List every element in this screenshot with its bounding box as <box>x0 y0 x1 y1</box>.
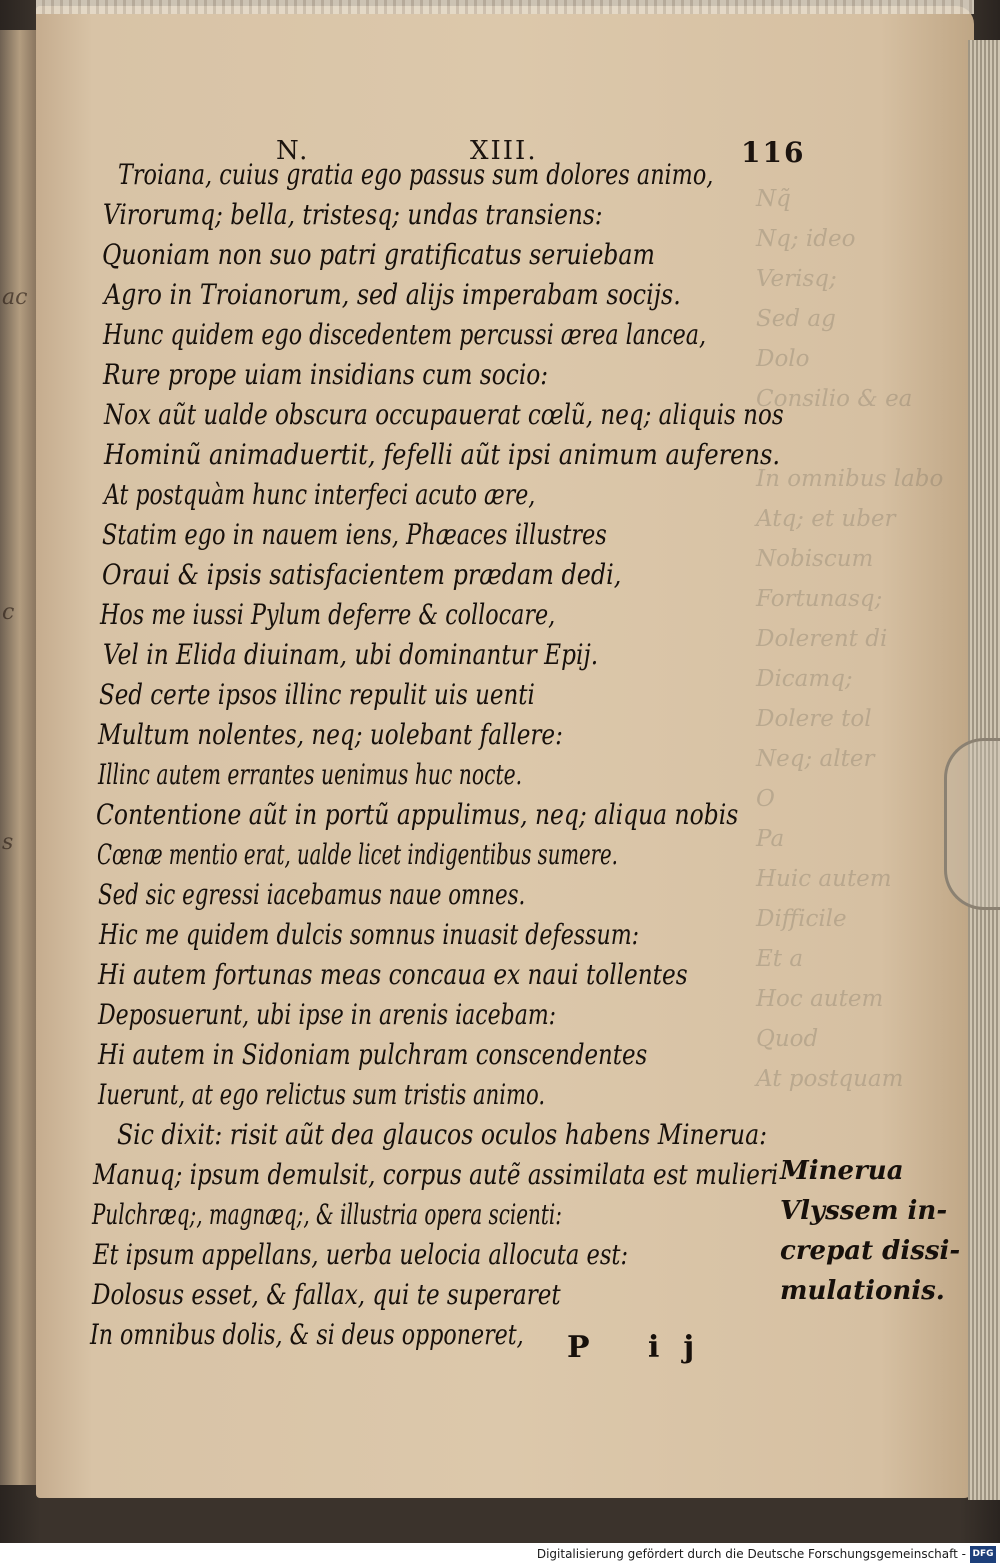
verse-line: Statim ego in nauem iens, Phæaces illustres <box>102 518 607 551</box>
verse-line: Sed sic egressi iacebamus naue omnes. <box>98 878 526 911</box>
running-header-chapter: XIII. <box>470 136 538 166</box>
marginal-gloss-line: mulationis. <box>780 1276 945 1306</box>
digitization-credit: Digitalisierung gefördert durch die Deutsche Forschungsgemeinschaft - <box>536 1547 966 1561</box>
marginal-gloss-line: crepat dissi- <box>780 1236 961 1266</box>
verse-line: Oraui & ipsis satisfacientem prædam dedi, <box>102 558 622 591</box>
verse-line: Hos me iussi Pylum deferre & collocare, <box>100 598 556 631</box>
verse-line: Deposuerunt, ubi ipse in arenis iacebam: <box>98 998 557 1031</box>
signature-mark: P ij <box>567 1330 719 1365</box>
verse-line: Agro in Troianorum, sed alijs imperabam socijs. <box>104 278 681 311</box>
folio-number: 116 <box>741 136 806 169</box>
verse-line: Pulchræq;, magnæq;, & illustria opera scienti: <box>92 1198 562 1231</box>
previous-page-fragments: ac c s <box>2 285 28 855</box>
verse-line: Troiana, cuius gratia ego passus sum dolores animo, <box>118 158 714 191</box>
verse-line: Hominũ animaduertit, fefelli aũt ipsi animum auferens. <box>104 438 781 471</box>
verse-line: Contentione aũt in portũ appulimus, neq; aliqua nobis <box>96 798 739 831</box>
show-through: Nq̃ Nq; ideo Verisq; Sed ag Dolo Consilio & ea In omnibus labo Atq; et uber Nobiscum Fortunasq; Dolerent di Dicamq; Dolere tol Neq; alter O Pa Huic autem Difficile Et a Hoc autem Quod At postquam <box>756 186 944 1092</box>
verse-line: Hunc quidem ego discedentem percussi ærea lancea, <box>103 318 707 351</box>
verse-line: Virorumq; bella, tristesq; undas transiens: <box>103 198 603 231</box>
running-header-signature: N. <box>276 136 310 166</box>
verse-line: Dolosus esset, & fallax, qui te superaret <box>92 1278 561 1311</box>
verse-line: Multum nolentes, neq; uolebant fallere: <box>98 718 563 751</box>
verse-line: Illinc autem errantes uenimus huc nocte. <box>98 758 523 791</box>
verse-line: Iuerunt, at ego relictus sum tristis animo. <box>98 1078 546 1111</box>
verse-line: Hi autem in Sidoniam pulchram conscendentes <box>98 1038 648 1071</box>
verse-line: Et ipsum appellans, uerba uelocia allocuta est: <box>93 1238 629 1271</box>
verse-line: Manuq; ipsum demulsit, corpus autẽ assimilata est mulieri <box>93 1158 779 1191</box>
verse-line: Hic me quidem dulcis somnus inuasit defessum: <box>99 918 640 951</box>
verse-line: Hi autem fortunas meas concaua ex naui tollentes <box>98 958 688 991</box>
verse-line: Vel in Elida diuinam, ubi dominantur Epij. <box>103 638 599 671</box>
verse-line: Cœnæ mentio erat, ualde licet indigentibus sumere. <box>97 838 618 871</box>
marginal-gloss-line: Vlyssem in- <box>780 1196 948 1226</box>
dfg-logo: DFG <box>970 1546 996 1563</box>
verse-line: In omnibus dolis, & si deus opponeret, <box>90 1318 524 1351</box>
verse-line: Quoniam non suo patri gratificatus seruiebam <box>102 238 655 271</box>
verse-line: Sed certe ipsos illinc repulit uis uenti <box>99 678 535 711</box>
verse-line: Rure prope uiam insidians cum socio: <box>103 358 549 391</box>
verse-line: Nox aũt ualde obscura occupauerat cœlũ, neq; aliquis nos <box>104 398 784 431</box>
verse-line: Sic dixit: risit aũt dea glaucos oculos habens Minerua: <box>117 1118 768 1151</box>
marginal-gloss-line: Minerua <box>780 1156 904 1186</box>
verse-line: At postquàm hunc interfeci acuto ære, <box>104 478 536 511</box>
